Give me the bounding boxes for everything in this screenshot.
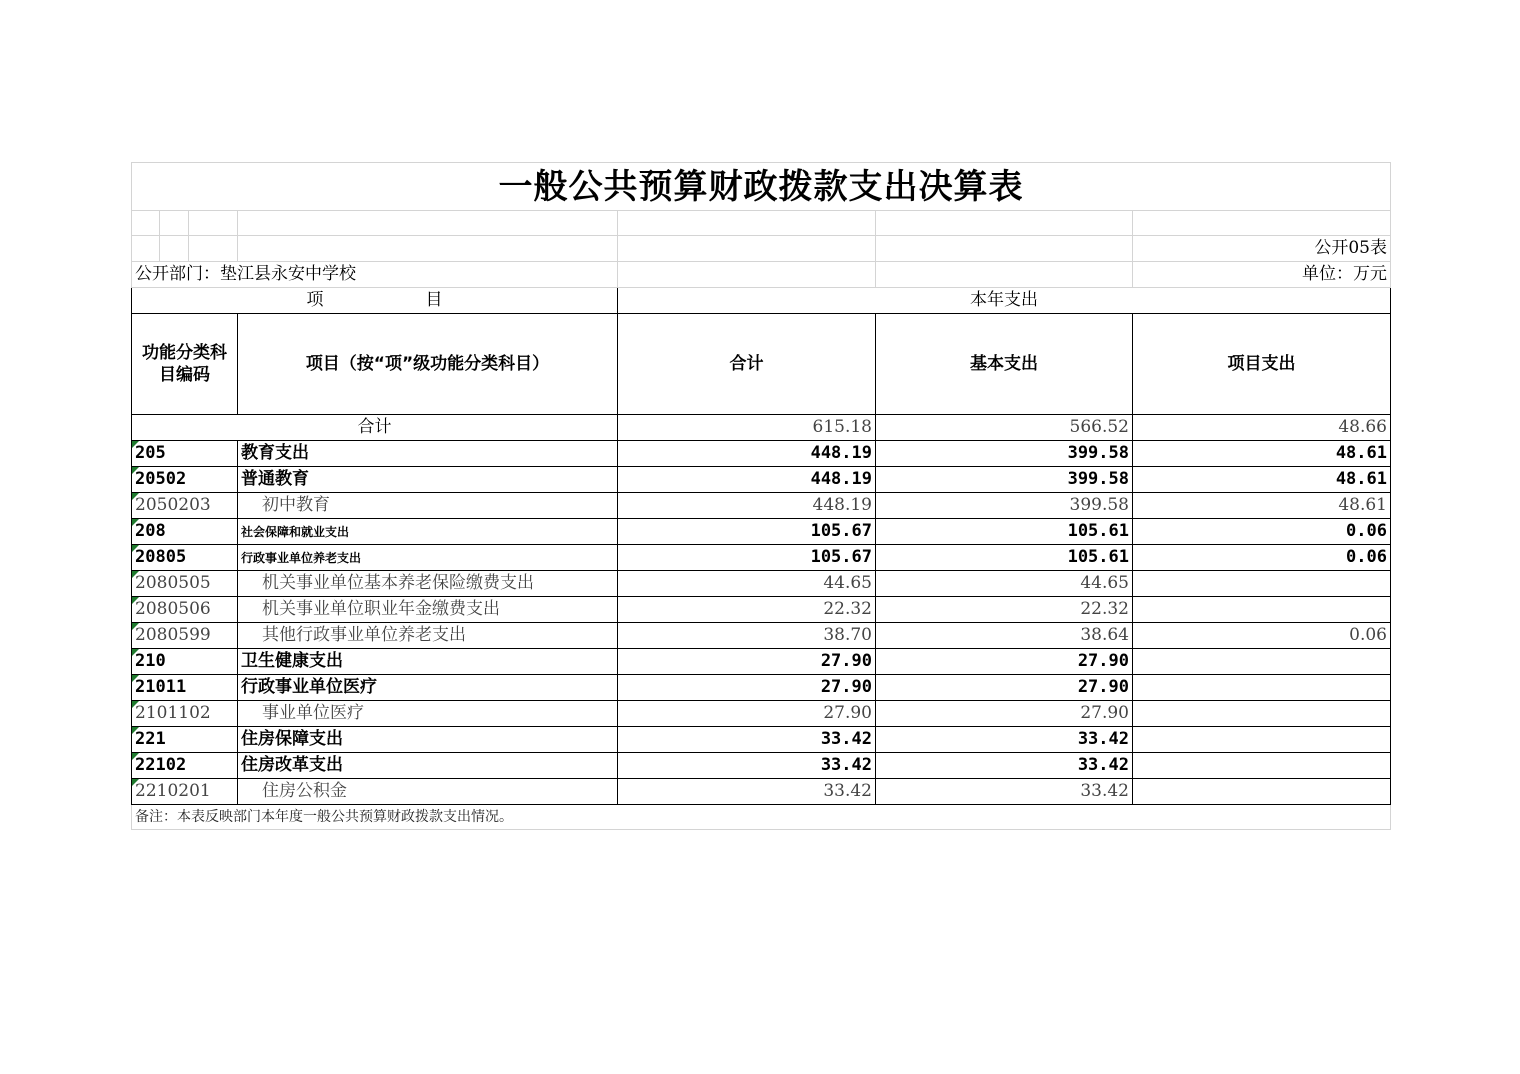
row-code: 210 [132,649,238,675]
row-total: 27.90 [618,675,876,701]
total-basic: 566.52 [876,415,1133,441]
row-basic: 22.32 [876,597,1133,623]
table-row [132,493,1391,519]
basic-column-header: 基本支出 [876,314,1133,415]
row-code: 2101102 [132,701,238,727]
row-name: 住房改革支出 [238,753,618,779]
row-code: 2080505 [132,571,238,597]
code-column-header: 功能分类科目编码 [132,314,238,415]
row-project [1133,779,1391,805]
total-project: 48.66 [1133,415,1391,441]
row-basic: 399.58 [876,493,1133,519]
budget-sheet [131,162,1390,830]
row-code: 2050203 [132,493,238,519]
header-row-1 [132,288,1391,314]
row-project: 0.06 [1133,545,1391,571]
row-code: 22102 [132,753,238,779]
table-row [132,753,1391,779]
row-basic: 38.64 [876,623,1133,649]
row-basic: 33.42 [876,779,1133,805]
row-project: 0.06 [1133,623,1391,649]
note-row [132,805,1391,830]
table-row [132,623,1391,649]
row-code: 205 [132,441,238,467]
row-name: 行政事业单位养老支出 [238,545,618,571]
row-project [1133,753,1391,779]
row-total: 27.90 [618,701,876,727]
row-total: 105.67 [618,545,876,571]
row-total: 22.32 [618,597,876,623]
header-row-2 [132,314,1391,415]
row-basic: 27.90 [876,649,1133,675]
table-row [132,519,1391,545]
row-project [1133,649,1391,675]
table-number-row [132,236,1391,262]
table-number: 公开05表 [1133,236,1391,262]
row-project: 48.61 [1133,467,1391,493]
table-note: 备注：本表反映部门本年度一般公共预算财政拨款支出情况。 [132,805,1391,830]
table-row [132,779,1391,805]
row-total: 448.19 [618,493,876,519]
row-name: 普通教育 [238,467,618,493]
row-basic: 27.90 [876,675,1133,701]
current-year-header: 本年支出 [618,288,1391,314]
row-basic: 33.42 [876,727,1133,753]
row-total: 33.42 [618,753,876,779]
row-basic: 105.61 [876,545,1133,571]
row-total: 448.19 [618,467,876,493]
page-title: 一般公共预算财政拨款支出决算表 [132,163,1391,211]
table-row [132,675,1391,701]
table-row [132,441,1391,467]
row-name: 机关事业单位职业年金缴费支出 [238,597,618,623]
row-project: 48.61 [1133,493,1391,519]
row-total: 38.70 [618,623,876,649]
row-name: 卫生健康支出 [238,649,618,675]
expenditure-table [131,162,1391,830]
row-total: 27.90 [618,649,876,675]
total-label: 合计 [132,415,618,441]
unit-label: 单位：万元 [1133,262,1391,288]
row-code: 208 [132,519,238,545]
row-code: 2210201 [132,779,238,805]
row-code: 20502 [132,467,238,493]
row-basic: 27.90 [876,701,1133,727]
row-name: 事业单位医疗 [238,701,618,727]
row-code: 221 [132,727,238,753]
row-code: 21011 [132,675,238,701]
row-total: 44.65 [618,571,876,597]
row-name: 机关事业单位基本养老保险缴费支出 [238,571,618,597]
row-name: 教育支出 [238,441,618,467]
row-total: 33.42 [618,727,876,753]
total-row [132,415,1391,441]
table-row [132,649,1391,675]
row-name: 其他行政事业单位养老支出 [238,623,618,649]
row-project [1133,727,1391,753]
table-row [132,571,1391,597]
row-project [1133,571,1391,597]
table-row [132,727,1391,753]
row-name: 行政事业单位医疗 [238,675,618,701]
name-column-header: 项目（按“项”级功能分类科目） [238,314,618,415]
row-total: 448.19 [618,441,876,467]
table-row [132,467,1391,493]
total-amount: 615.18 [618,415,876,441]
department-row [132,262,1391,288]
row-basic: 399.58 [876,441,1133,467]
row-code: 2080599 [132,623,238,649]
row-project: 0.06 [1133,519,1391,545]
table-row [132,545,1391,571]
row-code: 2080506 [132,597,238,623]
row-project [1133,701,1391,727]
row-basic: 44.65 [876,571,1133,597]
row-code: 20805 [132,545,238,571]
title-row [132,163,1391,211]
row-basic: 105.61 [876,519,1133,545]
row-name: 初中教育 [238,493,618,519]
row-name: 住房公积金 [238,779,618,805]
row-project [1133,597,1391,623]
department-label: 公开部门：垫江县永安中学校 [132,262,618,288]
table-row [132,701,1391,727]
row-project: 48.61 [1133,441,1391,467]
row-basic: 33.42 [876,753,1133,779]
row-total: 105.67 [618,519,876,545]
table-row [132,597,1391,623]
item-group-header: 项 目 [132,288,618,314]
project-column-header: 项目支出 [1133,314,1391,415]
row-total: 33.42 [618,779,876,805]
blank-row [132,211,1391,236]
row-basic: 399.58 [876,467,1133,493]
row-project [1133,675,1391,701]
total-column-header: 合计 [618,314,876,415]
row-name: 住房保障支出 [238,727,618,753]
row-name: 社会保障和就业支出 [238,519,618,545]
